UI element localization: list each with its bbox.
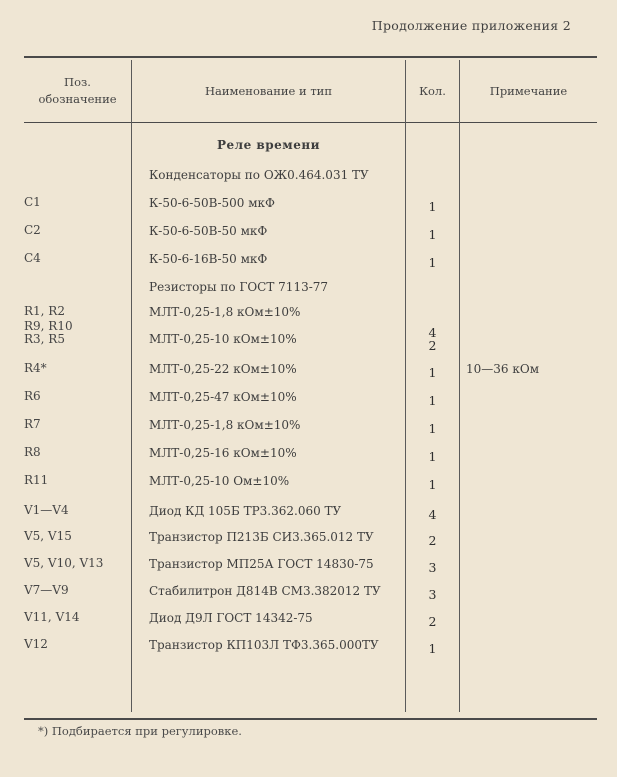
position-designation: R8 [24, 445, 41, 459]
quantity: 3 [428, 560, 437, 575]
header-name-type: Наименование и тип [204, 83, 333, 98]
table-row [24, 530, 597, 556]
quantity: 4 2 [428, 325, 437, 353]
table-row [24, 390, 597, 416]
position-designation: C1 [24, 195, 41, 209]
component-name: МЛТ-0,25-47 кОм±10% [149, 390, 297, 404]
position-designation: R6 [24, 389, 41, 403]
note: 10—36 кОм [466, 362, 540, 376]
table-row [24, 252, 597, 278]
header-position-designation: Поз. обозначение [38, 75, 117, 106]
position-designation: R11 [24, 473, 49, 487]
component-name: Стабилитрон Д814В СМ3.382012 ТУ [149, 584, 381, 598]
quantity: 1 [428, 393, 437, 408]
quantity: 4 [428, 507, 437, 522]
quantity: 1 [428, 199, 437, 214]
position-designation: R1, R2 [24, 304, 65, 318]
table-row [24, 196, 597, 222]
table-row [24, 224, 597, 250]
table-row [24, 138, 597, 164]
position-designation: R9, R10 R3, R5 [24, 319, 73, 346]
table-bottom-rule [24, 718, 597, 720]
component-name: К-50-6-50В-50 мкФ [149, 224, 268, 238]
quantity: 1 [428, 449, 437, 464]
table-row [24, 584, 597, 610]
table-row [24, 504, 597, 530]
table-row [24, 638, 597, 664]
quantity: 1 [428, 641, 437, 656]
page-header: Продолжение приложения 2 [371, 18, 571, 33]
component-name: К-50-6-16В-50 мкФ [149, 252, 268, 266]
quantity: 3 [428, 587, 437, 602]
component-name: Диод Д9Л ГОСТ 14342-75 [149, 611, 313, 625]
table-row [24, 474, 597, 500]
component-name: МЛТ-0,25-10 Ом±10% [149, 474, 290, 488]
component-name: Транзистор П213Б СИ3.365.012 ТУ [149, 530, 374, 544]
position-designation: R7 [24, 417, 41, 431]
position-designation: C2 [24, 223, 41, 237]
quantity: 1 [428, 255, 437, 270]
quantity: 1 [428, 477, 437, 492]
component-name: Транзистор МП25А ГОСТ 14830-75 [149, 557, 374, 571]
component-name: Диод КД 105Б ТР3.362.060 ТУ [149, 504, 342, 518]
component-name: МЛТ-0,25-1,8 кОм±10% [149, 418, 301, 432]
table-row [24, 611, 597, 637]
table-row [24, 168, 597, 194]
position-designation: V5, V10, V13 [24, 556, 104, 570]
table-row [24, 362, 597, 388]
component-name: МЛТ-0,25-22 кОм±10% [149, 362, 297, 376]
position-designation: R4* [24, 361, 47, 375]
header-note: Примечание [489, 83, 568, 98]
spec-table [24, 56, 597, 724]
table-row [24, 319, 597, 353]
component-name: МЛТ-0,25-16 кОм±10% [149, 446, 297, 460]
position-designation: V1—V4 [24, 503, 69, 517]
table-row [24, 280, 597, 306]
component-name: Резисторы по ГОСТ 7113-77 [149, 280, 329, 294]
position-designation: V7—V9 [24, 583, 69, 597]
position-designation: C4 [24, 251, 41, 265]
position-designation: V11, V14 [24, 610, 80, 624]
component-name: К-50-6-50В-500 мкФ [149, 196, 276, 210]
header-quantity: Кол. [419, 83, 446, 98]
quantity: 2 [428, 614, 437, 629]
table-row [24, 557, 597, 583]
table-row [24, 418, 597, 444]
position-designation: V12 [24, 637, 48, 651]
component-name: Конденсаторы по ОЖ0.464.031 ТУ [149, 168, 369, 182]
component-name: Транзистор КП103Л ТФ3.365.000ТУ [149, 638, 379, 652]
component-name: МЛТ-0,25-1,8 кОм±10% [149, 305, 301, 319]
table-header-rule [24, 122, 597, 123]
section-title: Реле времени [216, 138, 321, 152]
component-name: МЛТ-0,25-10 кОм±10% [149, 332, 297, 346]
table-top-rule [24, 56, 597, 58]
quantity: 1 [428, 421, 437, 436]
quantity: 1 [428, 227, 437, 242]
quantity: 1 [428, 365, 437, 380]
footnote: *) Подбирается при регулировке. [38, 724, 242, 738]
quantity: 2 [428, 533, 437, 548]
table-row [24, 446, 597, 472]
position-designation: V5, V15 [24, 529, 72, 543]
